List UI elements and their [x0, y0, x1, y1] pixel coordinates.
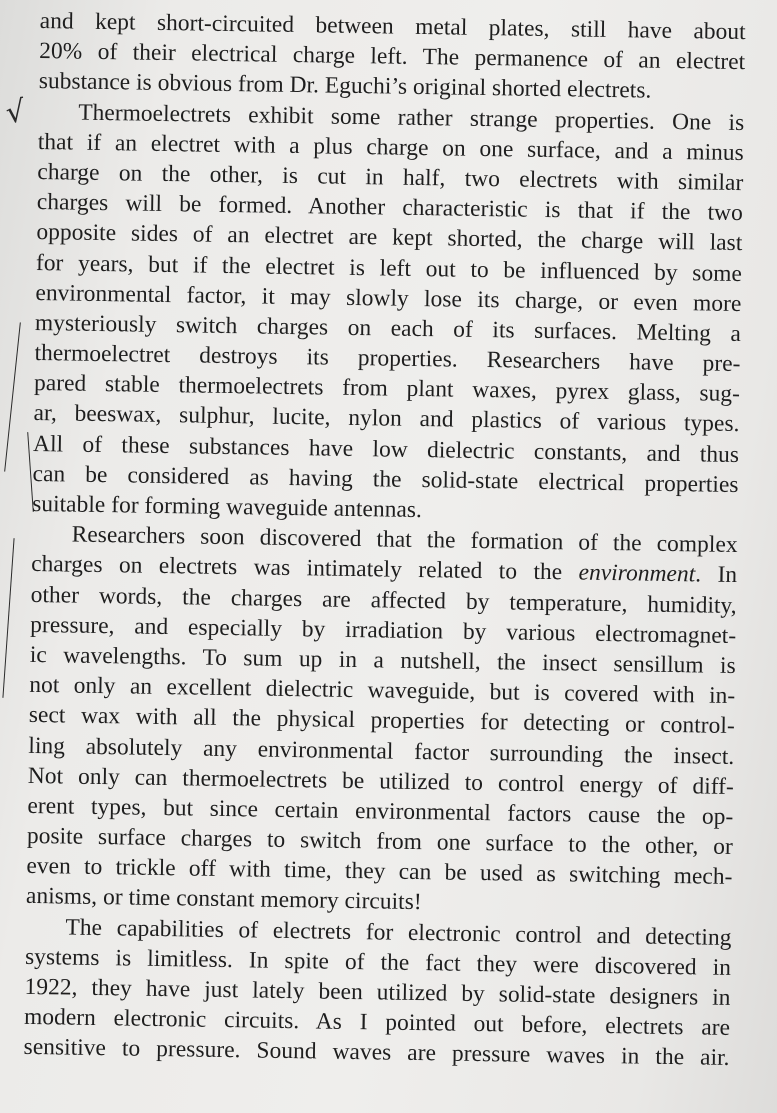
text-line: charges will be formed. Another characteristic is that if the two	[36, 189, 744, 227]
text-line: suitable for forming waveguide antennas.	[31, 490, 423, 524]
text-line: opposite sides of an electret are kept shorted, the charge will last	[36, 219, 743, 257]
text-line: even to trickle off with time, they can be used as switching mech-	[26, 853, 733, 891]
text-line: anisms, or time constant memory circuits!	[25, 883, 422, 916]
text-line: for years, but if the electret is left out to be influenced by some	[35, 249, 743, 287]
text-segment: . In	[695, 561, 738, 589]
body-text	[23, 6, 746, 1074]
text-line: The capabilities of electrets for electronic control and detecting	[65, 914, 732, 951]
text-line: substance is obvious from Dr. Eguchi’s original shorted electrets.	[38, 68, 652, 104]
text-line: erent types, but since certain environmental factors cause the op-	[27, 792, 734, 830]
text-segment: charges on electrets was intimately related to the	[31, 551, 579, 586]
text-line: sect wax with all the physical properties for detecting or control-	[28, 702, 735, 740]
text-line: thermoelectret destroys its properties. Researchers have pre-	[34, 340, 741, 378]
text-line: Not only can thermoelectrets be utilized to control energy of diff-	[27, 762, 735, 800]
text-line: All of these substances have low dielectric constants, and thus	[32, 430, 740, 468]
text-line: other words, the charges are affected by temperature, humidity,	[30, 581, 737, 619]
text-line: posite surface charges to switch from one surface to the other, or	[26, 822, 734, 861]
text-line: pared stable thermoelectrets from plant waxes, pyrex glass, sug-	[33, 370, 741, 408]
text-line: environmental factor, it may slowly lose its charge, or even more	[35, 279, 742, 317]
text-line: Thermoelectrets exhibit some rather strange properties. One is	[78, 99, 745, 136]
text-line: sensitive to pressure. Sound waves are pressure waves in the air.	[23, 1034, 730, 1072]
text-line: systems is limitless. In spite of the fact they were discovered in	[24, 943, 732, 981]
text-line: modern electronic circuits. As I pointed out before, electrets are	[23, 1004, 731, 1042]
text-line: 1922, they have just lately been utilized by solid-state designers in	[24, 973, 731, 1011]
emphasized-word: environment	[578, 559, 696, 588]
text-line: ar, beeswax, sulphur, lucite, nylon and plastics of various types.	[33, 400, 740, 438]
text-line: pressure, and especially by irradiation by various electromagnet-	[30, 611, 737, 649]
text-line: can be considered as having the solid-state electrical properties	[32, 460, 739, 498]
margin-line-mark	[4, 322, 21, 471]
text-line: Researchers soon discovered that the formation of the complex	[71, 521, 738, 559]
text-line: ling absolutely any environmental factor surrounding the insect.	[28, 732, 735, 770]
text-line: that if an electret with a plus charge on one surface, and a minus	[37, 128, 744, 166]
text-line: and kept short-circuited between metal plates, still have about	[39, 7, 746, 46]
text-line: ic wavelengths. To sum up in a nutshell, the insect sensillum is	[29, 641, 736, 679]
text-line: not only an excellent dielectric waveguide, but is covered with in-	[29, 672, 736, 710]
margin-check-mark: √	[3, 93, 28, 132]
text-line: mysteriously switch charges on each of its surfaces. Melting a	[34, 309, 742, 347]
text-line: 20% of their electrical charge left. The permanence of an electret	[39, 38, 746, 76]
text-line: charge on the other, is cut in half, two electrets with similar	[37, 158, 744, 197]
margin-line-mark	[2, 538, 14, 698]
